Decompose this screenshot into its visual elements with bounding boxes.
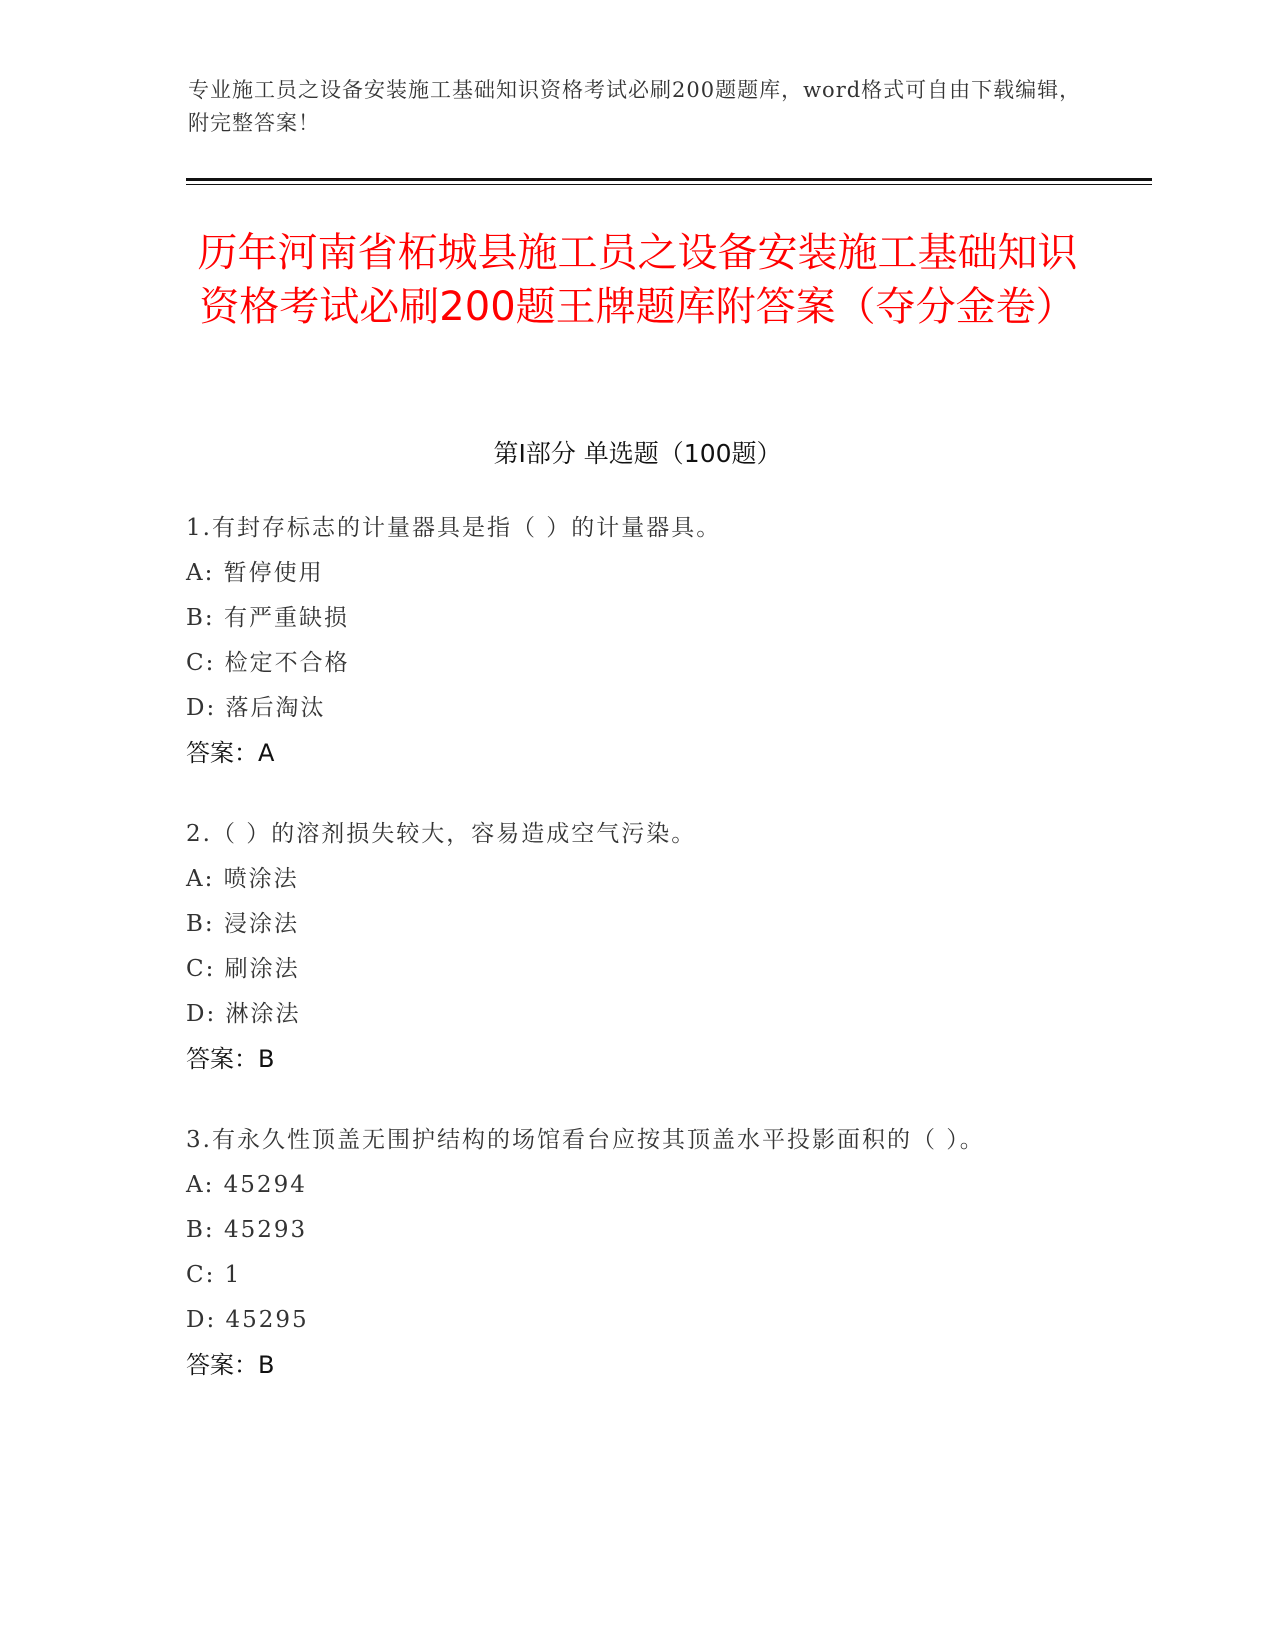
option-d: D: 淋涂法 [186, 1001, 301, 1027]
option-b: B: 有严重缺损 [186, 605, 349, 631]
option-b: B: 45293 [186, 1217, 308, 1243]
option-a: A: 暂停使用 [186, 560, 324, 586]
question-stem: 2.（ ）的溶剂损失较大，容易造成空气污染。 [186, 821, 697, 847]
header-rule-thin [186, 184, 1152, 185]
document-title: 历年河南省柘城县施工员之设备安装施工基础知识资格考试必刷200题王牌题库附答案（夺分金卷） [197, 230, 1078, 330]
answer: 答案：B [186, 1351, 275, 1379]
answer: 答案：A [186, 739, 275, 767]
question-3 [186, 1118, 1066, 1388]
option-b: B: 浸涂法 [186, 911, 299, 937]
header-note: 专业施工员之设备安装施工基础知识资格考试必刷200题题库，word格式可自由下载编辑，附完整答案！ [188, 78, 1082, 135]
option-a: A: 喷涂法 [186, 866, 299, 892]
question-1 [186, 506, 1066, 776]
option-d: D: 45295 [186, 1307, 309, 1333]
section-heading: 第Ⅰ部分 单选题（100题） [493, 439, 782, 468]
option-c: C: 刷涂法 [186, 956, 300, 982]
question-stem: 1.有封存标志的计量器具是指（ ）的计量器具。 [186, 515, 722, 541]
question-2 [186, 812, 1066, 1082]
option-d: D: 落后淘汰 [186, 695, 326, 721]
answer: 答案：B [186, 1045, 275, 1073]
header-rule-thick [186, 178, 1152, 181]
option-a: A: 45294 [186, 1172, 307, 1198]
option-c: C: 1 [186, 1262, 242, 1288]
option-c: C: 检定不合格 [186, 650, 350, 676]
question-stem: 3.有永久性顶盖无围护结构的场馆看台应按其顶盖水平投影面积的（ ）。 [186, 1127, 985, 1153]
